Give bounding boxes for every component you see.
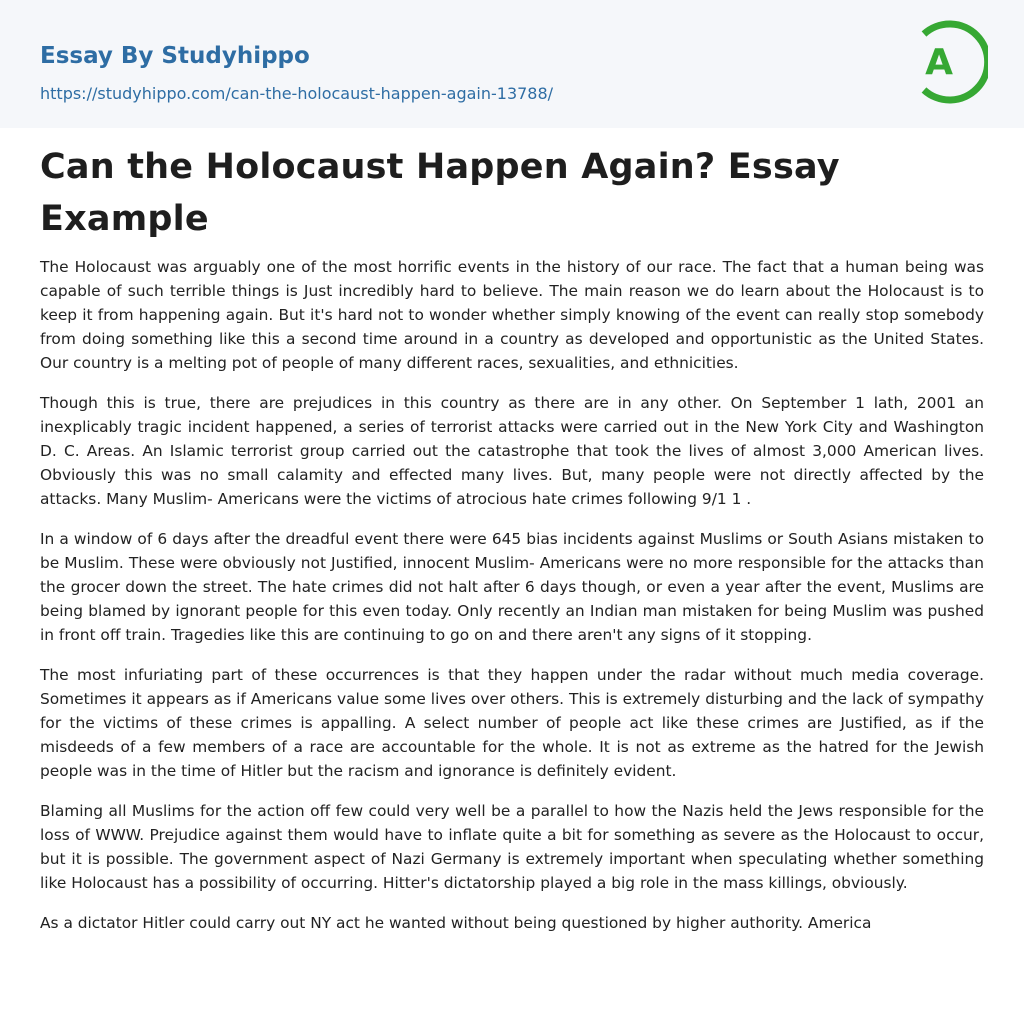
logo-letter: A: [925, 42, 953, 83]
article-paragraph-6: As a dictator Hitler could carry out NY act he wanted without being questioned by higher authority. America: [40, 914, 872, 932]
article-paragraph-4: The most infuriating part of these occurrences is that they happen under the radar without much media coverage. Sometimes it appears as if Americans value some lives over others. This is extremely disturbing and the lack of sympathy for the victims of these crimes is appalling. A select number of people act like these crimes are Justified, as if the misdeeds of a few members of a race are accountable for the whole. It is not as extreme as the hatred for the Jewish people was in the time of Hitler but the racism and ignorance is definitely evident.: [40, 666, 984, 780]
site-header: [0, 0, 1024, 128]
article-title: Can the Holocaust Happen Again? Essay Example: [40, 147, 840, 239]
article-paragraph-1: The Holocaust was arguably one of the most horrific events in the history of our race. The fact that a human being was capable of such terrible things is Just incredibly hard to believe. The main reason we do learn about the Holocaust is to keep it from happening again. But it's hard not to wonder whether simply knowing of the event can really stop somebody from doing something like this a second time around in a country as developed and opportunistic as the United States. Our country is a melting pot of people of many different races, sexualities, and ethnicities.: [40, 258, 984, 372]
source-url-link[interactable]: https://studyhippo.com/can-the-holocaust-happen-again-13788/: [40, 84, 554, 103]
article-paragraph-3: In a window of 6 days after the dreadful event there were 645 bias incidents against Muslims or South Asians mistaken to be Muslim. These were obviously not Justified, innocent Muslim- Americans were no more responsible for the attacks than the grocer down the street. The hate crimes did not halt after 6 days though, or even a year after the event, Muslims are being blamed by ignorant people for this even today. Only recently an Indian man mistaken for being Muslim was pushed in front off train. Tragedies like this are continuing to go on and there aren't any signs of it stopping.: [40, 530, 984, 644]
article-paragraph-5: Blaming all Muslims for the action off few could very well be a parallel to how the Nazis held the Jews responsible for the loss of WWW. Prejudice against them would have to inflate quite a bit for something as severe as the Holocaust to occur, but it is possible. The government aspect of Nazi Germany is extremely important when speculating whether something like Holocaust has a possibility of occurring. Hitter's dictatorship played a big role in the mass killings, obviously.: [40, 802, 984, 892]
article-content: [40, 141, 984, 951]
studyhippo-logo-icon[interactable]: [910, 18, 988, 106]
site-brand[interactable]: Essay By Studyhippo: [40, 43, 310, 69]
logo-ring: [910, 18, 988, 106]
article-paragraph-2: Though this is true, there are prejudices in this country as there are in any other. On September 1 lath, 2001 an inexplicably tragic incident happened, a series of terrorist attacks were carried out in the New York City and Washington D. C. Areas. An Islamic terrorist group carried out the catastrophe that took the lives of almost 3,000 American lives. Obviously this was no small calamity and effected many lives. But, many people were not directly affected by the attacks. Many Muslim- Americans were the victims of atrocious hate crimes following 9/1 1 .: [40, 394, 984, 508]
